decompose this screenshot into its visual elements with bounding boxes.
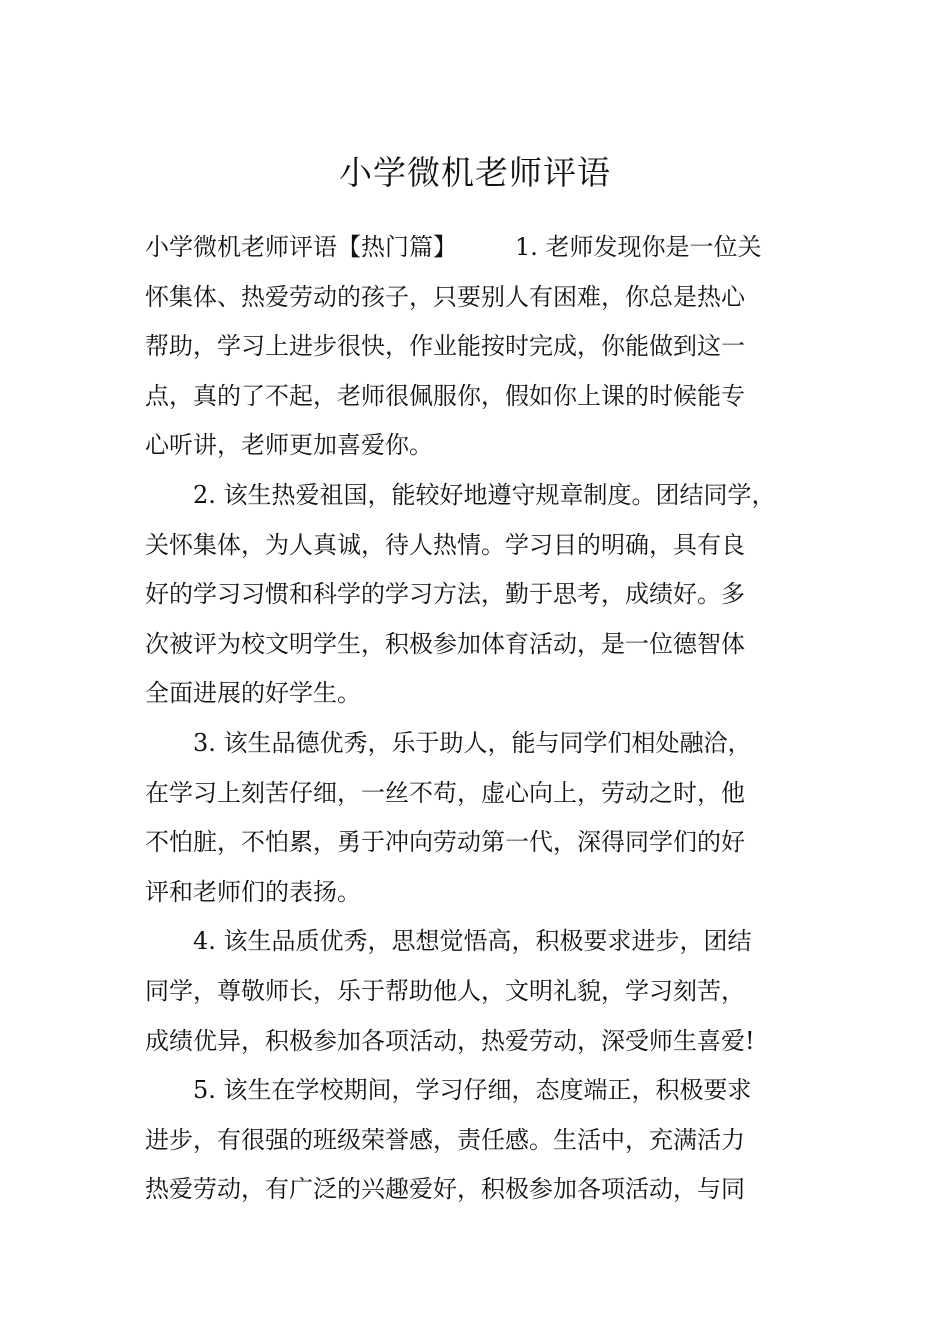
text-line: 怀集体、热爱劳动的孩子，只要别人有困难，你总是热心 [145,282,745,311]
text-line: 同学，尊敬师长，乐于帮助他人，文明礼貌，学习刻苦， [145,976,745,1005]
text-line: 关怀集体，为人真诚，待人热情。学习目的明确，具有良 [145,530,745,559]
text-line: 热爱劳动，有广泛的兴趣爱好，积极参加各项活动，与同 [145,1175,745,1204]
document-title: 小学微机老师评语 [339,153,611,193]
text-line: 2. 该生热爱祖国，能较好地遵守规章制度。团结同学， [193,480,776,509]
text-line: 全面进展的好学生。 [145,679,361,708]
text-line: 在学习上刻苦仔细，一丝不苟，虚心向上，劳动之时，他 [145,778,745,807]
text-line: 评和老师们的表扬。 [145,877,361,906]
text-line: 心听讲，老师更加喜爱你。 [145,431,433,460]
text-line: 点，真的了不起，老师很佩服你，假如你上课的时候能专 [145,381,745,410]
text-line: 4. 该生品质优秀，思想觉悟高，积极要求进步，团结 [193,927,752,956]
text-line: 3. 该生品德优秀，乐于助人，能与同学们相处融洽， [193,728,752,757]
section-heading: 小学微机老师评语【热门篇】 [145,233,457,261]
text-line: 成绩优异，积极参加各项活动，热爱劳动，深受师生喜爱! [145,1026,755,1055]
text-line: 进步，有很强的班级荣誉感，责任感。生活中，充满活力 [145,1125,745,1154]
text-line: 不怕脏，不怕累，勇于冲向劳动第一代，深得同学们的好 [145,828,745,857]
text-line [145,223,815,273]
text-line: 次被评为校文明学生，积极参加体育活动，是一位德智体 [145,629,745,658]
text-line: 5. 该生在学校期间，学习仔细，态度端正，积极要求 [193,1076,752,1105]
document-body [145,223,815,1215]
text-line: 帮助，学习上进步很快，作业能按时完成，你能做到这一 [145,332,745,361]
text-line: 好的学习习惯和科学的学习方法，勤于思考，成绩好。多 [145,580,745,609]
text-line-fragment: 1. 老师发现你是一位关 [515,233,762,261]
